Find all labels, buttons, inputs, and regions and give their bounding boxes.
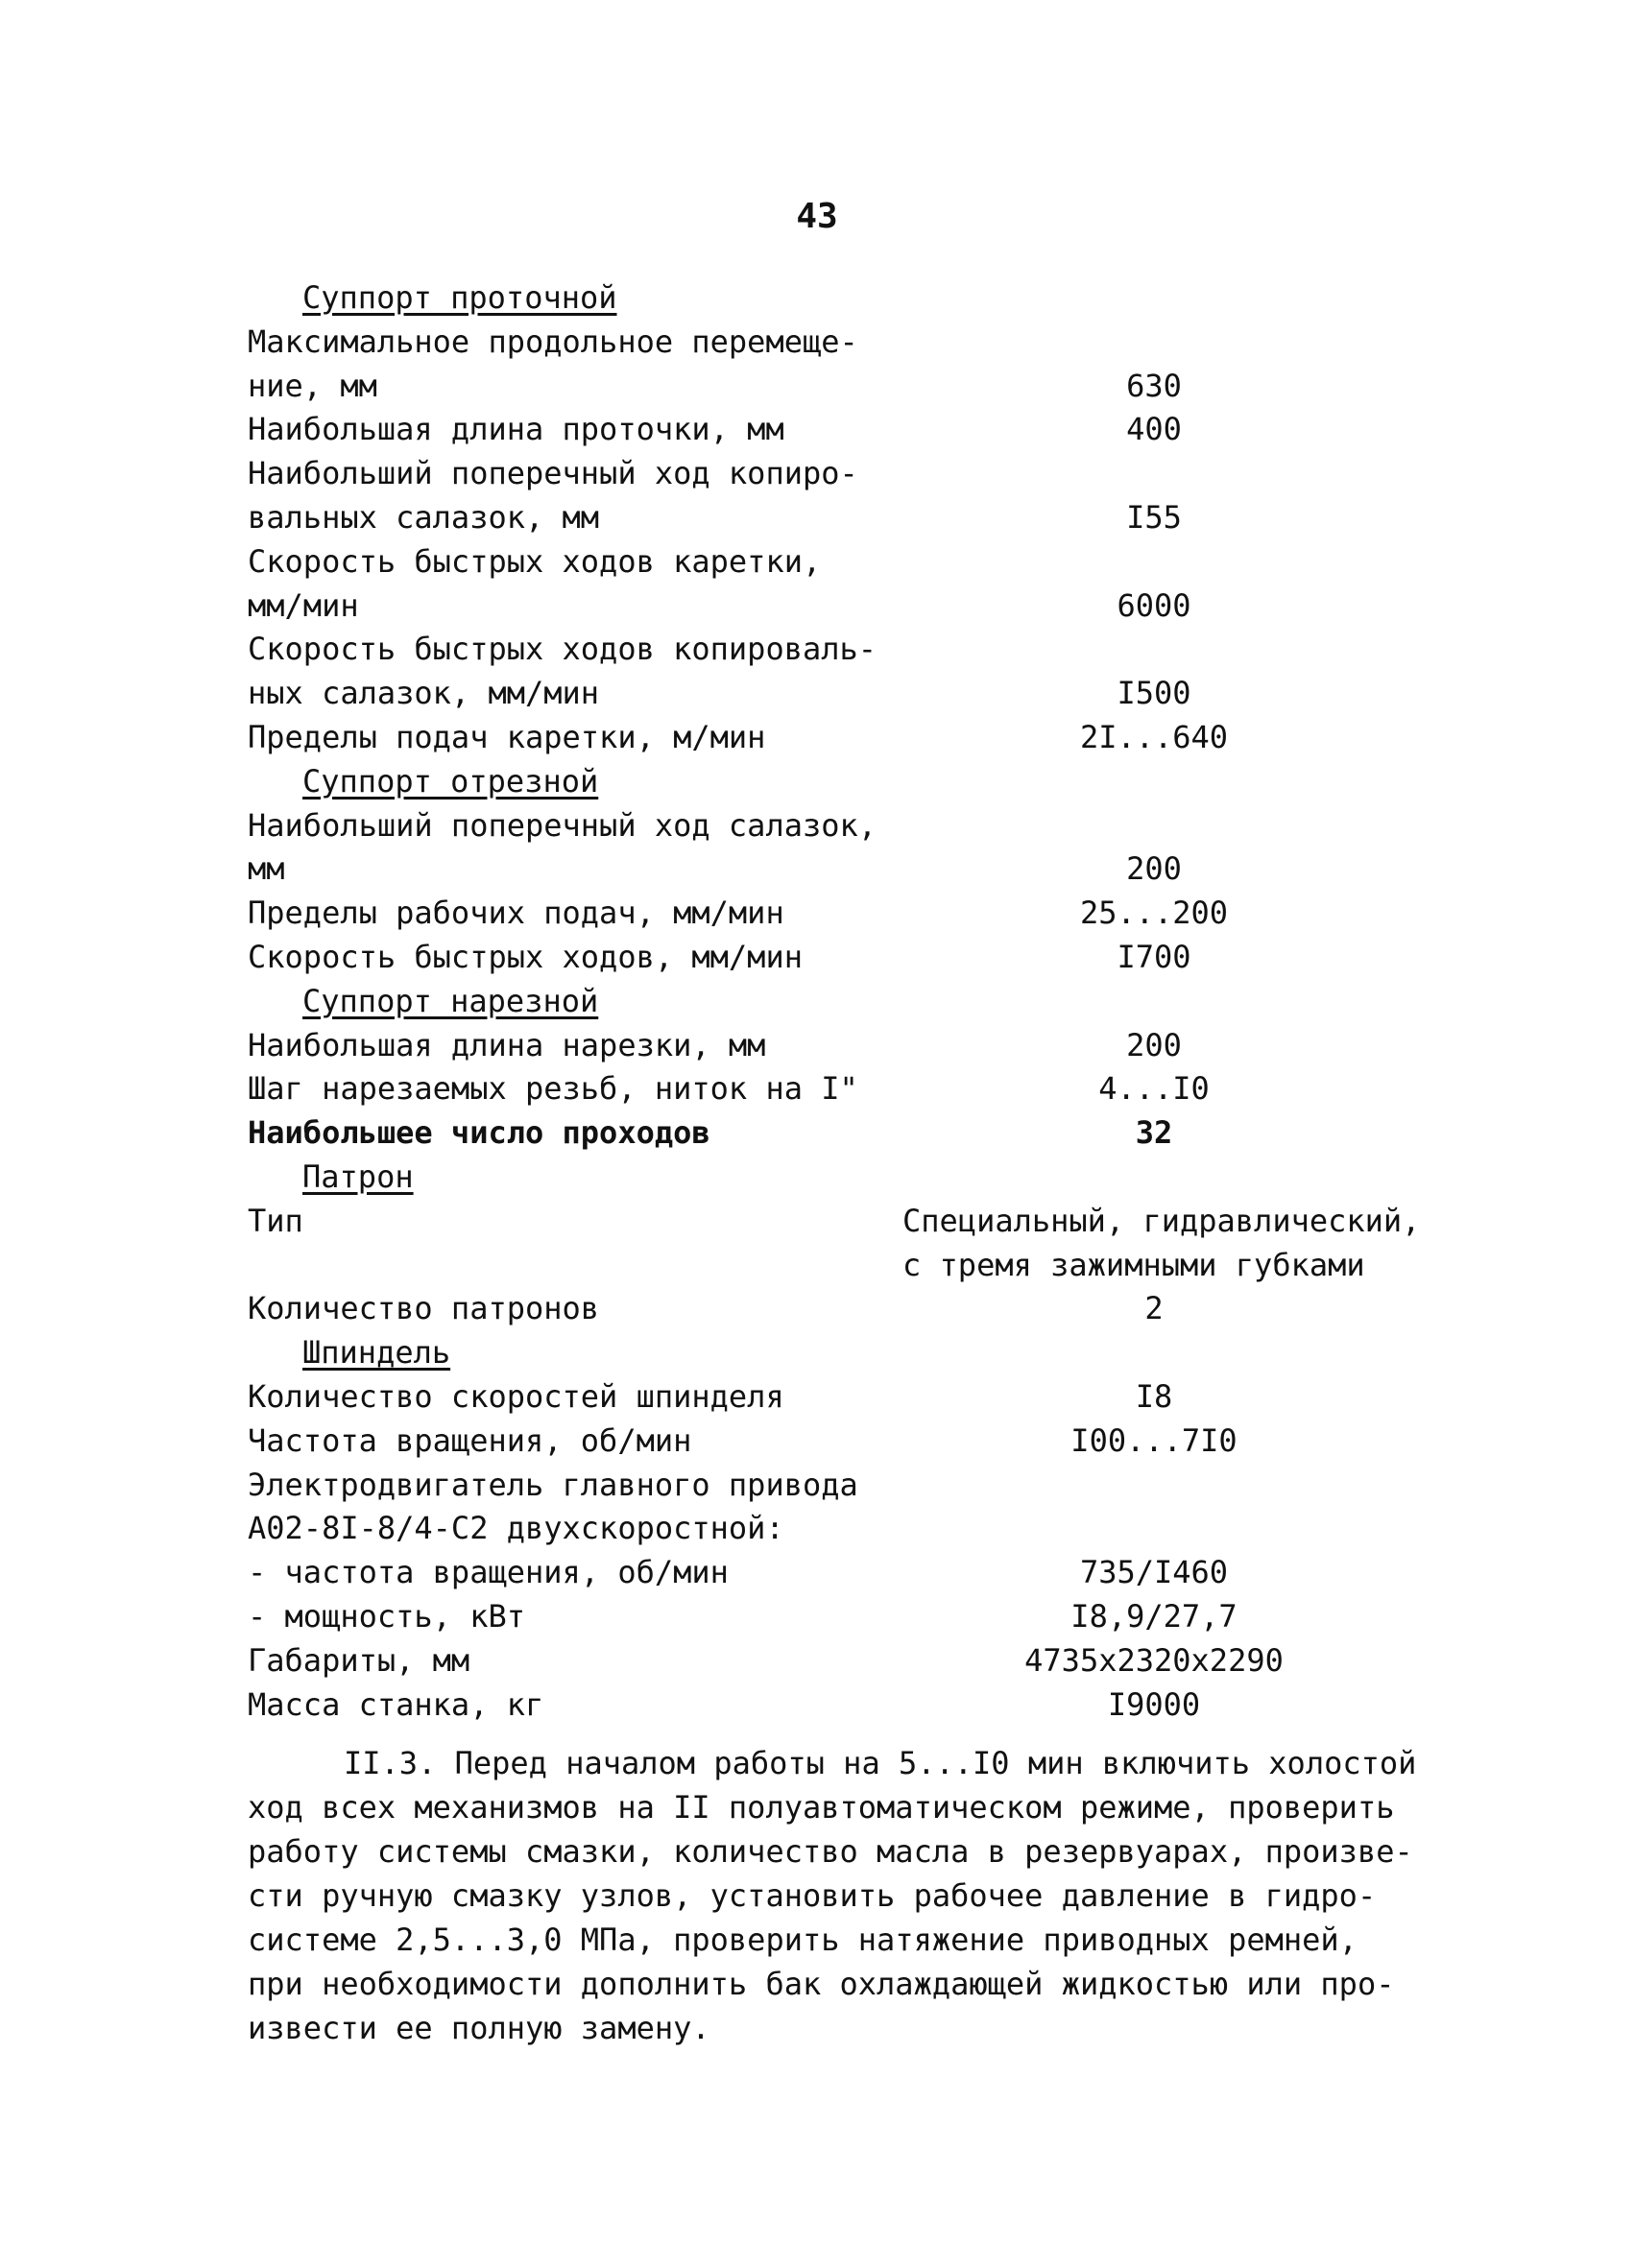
- spec-value: 200: [1126, 850, 1182, 888]
- section-heading-label: Суппорт проточной: [302, 279, 617, 316]
- spec-label: Пределы подач каретки, м/мин: [248, 718, 766, 755]
- section-heading: [0, 1156, 1634, 1200]
- spec-value: 6000: [1117, 586, 1191, 624]
- spec-row: [0, 496, 1634, 540]
- spec-row: [0, 716, 1634, 760]
- spec-value: 2: [1144, 1290, 1164, 1327]
- spec-table: [0, 276, 1634, 1727]
- paragraph-line: системе 2,5...3,0 МПа, проверить натяжение приводных ремней,: [248, 1922, 1358, 1958]
- spec-value: 200: [1126, 1026, 1182, 1063]
- spec-value: I8,9/27,7: [1070, 1597, 1238, 1635]
- spec-row: [0, 1507, 1634, 1551]
- spec-row: [0, 936, 1634, 980]
- paragraph-line: ход всех механизмов на II полуавтоматическом режиме, проверить: [248, 1789, 1395, 1826]
- section-heading: [0, 760, 1634, 804]
- paragraph-line: работу системы смазки, количество масла в резервуарах, произве-: [248, 1833, 1413, 1870]
- spec-row: [0, 585, 1634, 629]
- spec-row: [0, 892, 1634, 936]
- spec-row: [0, 540, 1634, 585]
- section-heading-label: Суппорт нарезной: [302, 982, 599, 1019]
- spec-label: Наибольшее число проходов: [248, 1114, 710, 1152]
- spec-value: 2I...640: [1079, 718, 1229, 755]
- spec-row: [0, 1067, 1634, 1111]
- spec-row: [0, 365, 1634, 409]
- spec-label: Шаг нарезаемых резьб, ниток на I": [248, 1070, 858, 1108]
- spec-value: 32: [1135, 1114, 1173, 1152]
- spec-row: [0, 672, 1634, 716]
- spec-row: [0, 804, 1634, 848]
- paragraph-line: II.3. Перед началом работы на 5...I0 мин включить холостой: [344, 1745, 1417, 1781]
- spec-label: Скорость быстрых ходов каретки,: [248, 542, 822, 580]
- spec-label: - мощность, кВт: [248, 1597, 525, 1635]
- spec-label: Электродвигатель главного привода: [248, 1466, 858, 1503]
- spec-row: [0, 848, 1634, 892]
- section-heading-label: Суппорт отрезной: [302, 762, 599, 800]
- spec-value: I700: [1117, 938, 1191, 975]
- spec-label: ных салазок, мм/мин: [248, 675, 600, 712]
- spec-label: А02-8I-8/4-С2 двухскоростной:: [248, 1510, 784, 1547]
- paragraph-line: сти ручную смазку узлов, установить рабочее давление в гидро-: [248, 1877, 1377, 1914]
- spec-row: [0, 452, 1634, 496]
- spec-label: мм/мин: [248, 586, 359, 624]
- spec-label: Скорость быстрых ходов копироваль-: [248, 631, 877, 668]
- spec-label: мм: [248, 850, 285, 888]
- spec-label: - частота вращения, об/мин: [248, 1554, 729, 1591]
- spec-value: I8: [1135, 1377, 1173, 1415]
- spec-row: [0, 321, 1634, 365]
- spec-row: [0, 1024, 1634, 1068]
- spec-row: [0, 628, 1634, 672]
- spec-row: [0, 1420, 1634, 1464]
- spec-row: [0, 1464, 1634, 1508]
- spec-row: [0, 1111, 1634, 1156]
- section-heading-label: Шпиндель: [302, 1334, 451, 1372]
- spec-value: 4735x2320x2290: [1024, 1641, 1284, 1679]
- spec-row: [0, 1200, 1634, 1244]
- spec-value: 630: [1126, 367, 1182, 404]
- instruction-paragraph: [248, 1741, 1417, 2050]
- spec-label: ние, мм: [248, 367, 377, 404]
- spec-label: Наибольшая длина проточки, мм: [248, 411, 784, 448]
- spec-value: I00...7I0: [1070, 1421, 1238, 1459]
- spec-label: Наибольший поперечный ход копиро-: [248, 455, 858, 492]
- spec-value: 25...200: [1079, 895, 1229, 932]
- page-number: 43: [796, 197, 838, 236]
- spec-value: с тремя зажимными губками: [902, 1246, 1365, 1283]
- section-heading: [0, 276, 1634, 321]
- spec-label: Габариты, мм: [248, 1641, 470, 1679]
- spec-value: 400: [1126, 411, 1182, 448]
- spec-row: [0, 1551, 1634, 1595]
- spec-value: Специальный, гидравлический,: [902, 1202, 1421, 1239]
- spec-value: I9000: [1107, 1685, 1201, 1723]
- spec-row: [0, 1287, 1634, 1331]
- spec-row: [0, 1683, 1634, 1728]
- spec-label: Количество патронов: [248, 1290, 600, 1327]
- spec-row: [0, 1375, 1634, 1420]
- spec-value: I55: [1126, 498, 1182, 536]
- section-heading-label: Патрон: [302, 1158, 414, 1195]
- spec-value: 735/I460: [1079, 1554, 1229, 1591]
- spec-label: вальных салазок, мм: [248, 498, 600, 536]
- spec-label: Максимальное продольное перемеще-: [248, 322, 858, 360]
- spec-label: Количество скоростей шпинделя: [248, 1377, 784, 1415]
- spec-label: Наибольшая длина нарезки, мм: [248, 1026, 766, 1063]
- spec-label: Скорость быстрых ходов, мм/мин: [248, 938, 803, 975]
- paragraph-line: при необходимости дополнить бак охлаждающей жидкостью или про-: [248, 1966, 1395, 2002]
- spec-row: [0, 1639, 1634, 1683]
- spec-label: Пределы рабочих подач, мм/мин: [248, 895, 784, 932]
- spec-label: Наибольший поперечный ход салазок,: [248, 806, 877, 844]
- paragraph-line: извести ее полную замену.: [248, 2010, 710, 2046]
- section-heading: [0, 1331, 1634, 1375]
- spec-label: Тип: [248, 1202, 303, 1239]
- spec-value: I500: [1117, 675, 1191, 712]
- spec-label: Частота вращения, об/мин: [248, 1421, 692, 1459]
- spec-row: [0, 1244, 1634, 1288]
- spec-row: [0, 1595, 1634, 1639]
- section-heading: [0, 980, 1634, 1024]
- spec-value: 4...I0: [1098, 1070, 1210, 1108]
- spec-row: [0, 408, 1634, 452]
- spec-label: Масса станка, кг: [248, 1685, 544, 1723]
